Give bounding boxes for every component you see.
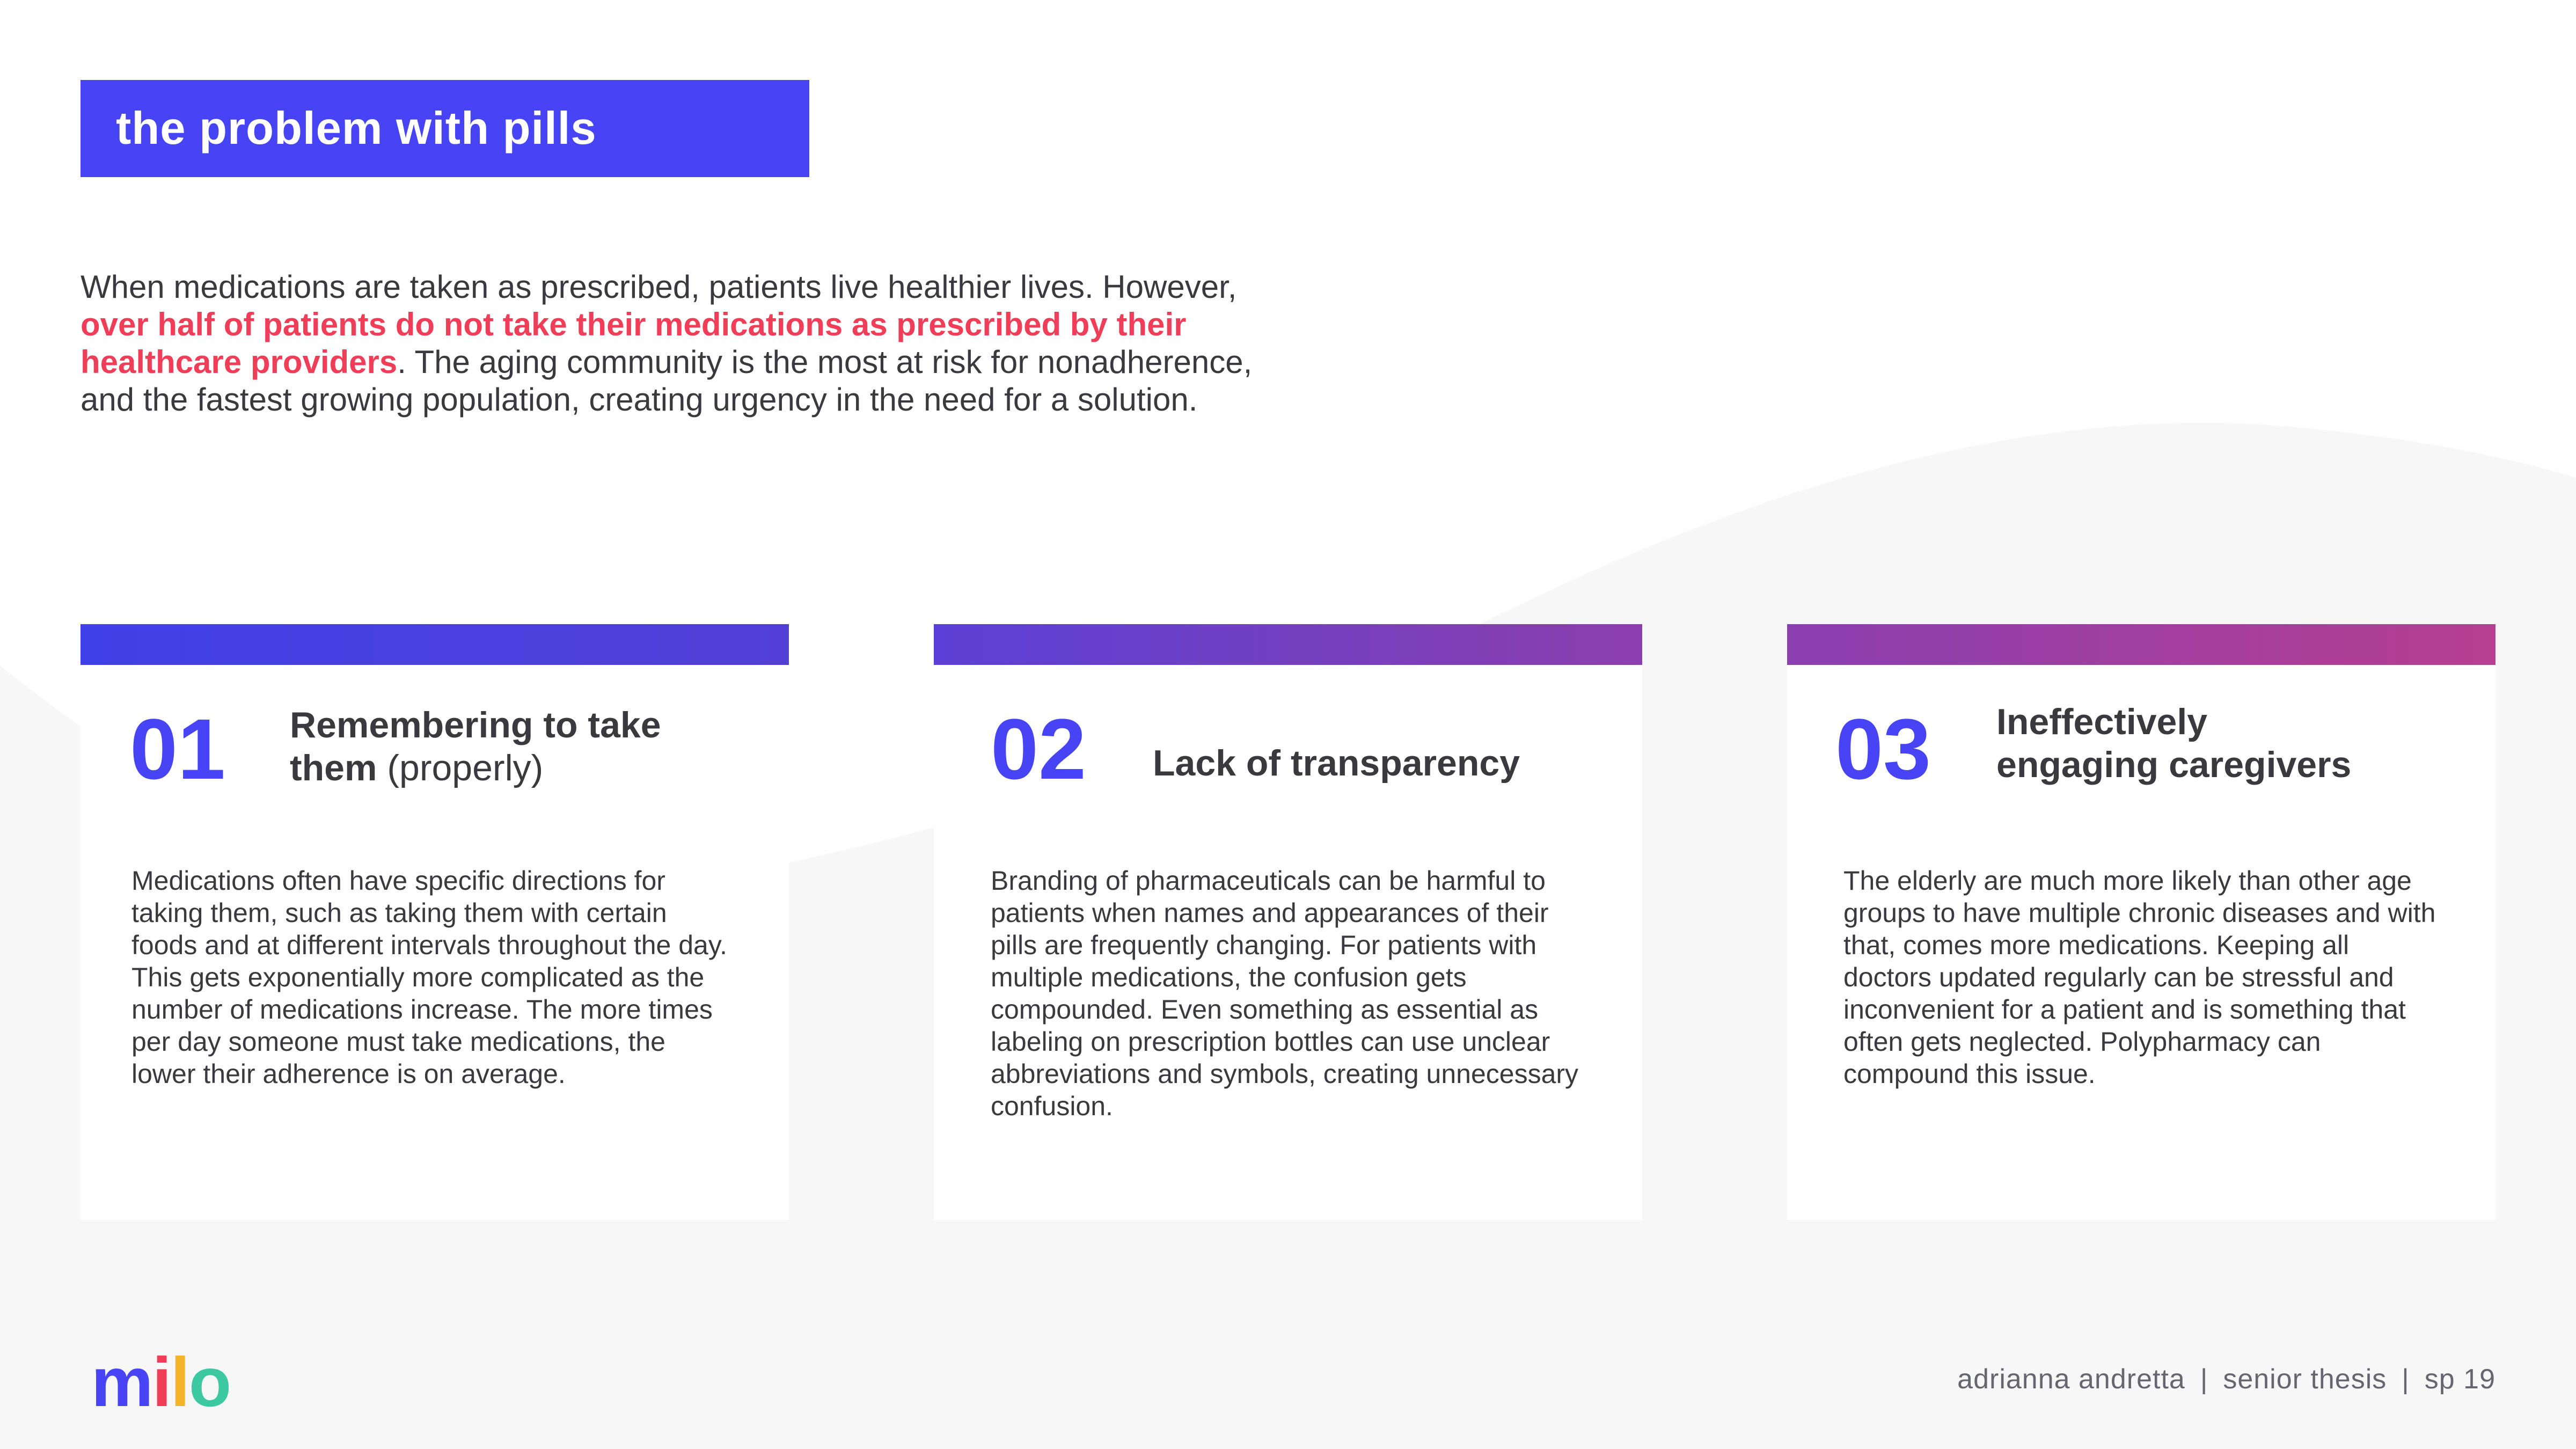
card-number: 01 xyxy=(130,701,225,797)
card-heading-bold-2: them xyxy=(290,748,377,788)
card-gradient-bar xyxy=(80,624,789,665)
card-heading-bold-1: Remembering to take xyxy=(290,705,661,745)
intro-highlight: over half of patients do not take their medications as prescribed by their healthcare providers xyxy=(80,306,1187,380)
intro-text-after: . The aging community is the most at risk for nonadherence, and the fastest growing population, creating urgency in the need for a solution. xyxy=(80,344,1253,418)
footer-separator: | xyxy=(2200,1364,2208,1395)
card-number: 02 xyxy=(991,701,1086,797)
card-heading xyxy=(1153,742,1520,785)
intro-paragraph xyxy=(80,268,1261,419)
problem-card-1 xyxy=(80,624,789,1220)
footer-page-number: sp 19 xyxy=(2424,1364,2496,1395)
logo-letter-m: m xyxy=(91,1343,152,1421)
footer-project: senior thesis xyxy=(2223,1364,2387,1395)
logo-letter-i: i xyxy=(152,1343,171,1421)
card-number: 03 xyxy=(1835,701,1931,797)
intro-text-before: When medications are taken as prescribed, patients live healthier lives. However, xyxy=(80,269,1237,305)
card-gradient-bar xyxy=(1787,624,2496,665)
card-heading-text: Lack of transparency xyxy=(1153,743,1520,784)
card-heading-line-2: engaging caregivers xyxy=(1996,744,2352,785)
card-heading-light: (properly) xyxy=(377,748,544,788)
problem-card-2 xyxy=(934,624,1642,1220)
card-heading xyxy=(1996,700,2351,786)
footer-credits xyxy=(1957,1363,2496,1395)
card-heading-line-1: Ineffectively xyxy=(1996,701,2208,742)
footer-author: adrianna andretta xyxy=(1957,1364,2185,1395)
footer-separator: | xyxy=(2402,1364,2410,1395)
card-gradient-bar xyxy=(934,624,1642,665)
problem-card-3 xyxy=(1787,624,2496,1220)
logo-letter-o: o xyxy=(188,1343,231,1421)
card-body: The elderly are much more likely than other age groups to have multiple chronic diseases and with that, comes more medications. Keeping all doctors updated regularly can be stressful and inconvenient for a patient and is something that often gets neglected. Polypharmacy can compound this issue. xyxy=(1843,866,2436,1089)
title-banner xyxy=(80,80,809,177)
card-body: Branding of pharmaceuticals can be harmful to patients when names and appearances of their pills are frequently changing. For patients with multiple medications, the confusion gets compounded. Even something as essential as labeling on prescription bottles can use unclear abbreviations and symbols, creating unnecessary confusion. xyxy=(991,866,1579,1121)
card-heading xyxy=(290,704,661,789)
milo-logo xyxy=(91,1343,231,1421)
page-title: the problem with pills xyxy=(116,103,597,154)
logo-letter-l: l xyxy=(170,1343,189,1421)
card-body: Medications often have specific directions for taking them, such as taking them with certain foods and at different intervals throughout the day. This gets exponentially more complicated as the number of medications increase. The more times per day someone must take medications, the lower their adherence is on average. xyxy=(131,866,728,1089)
